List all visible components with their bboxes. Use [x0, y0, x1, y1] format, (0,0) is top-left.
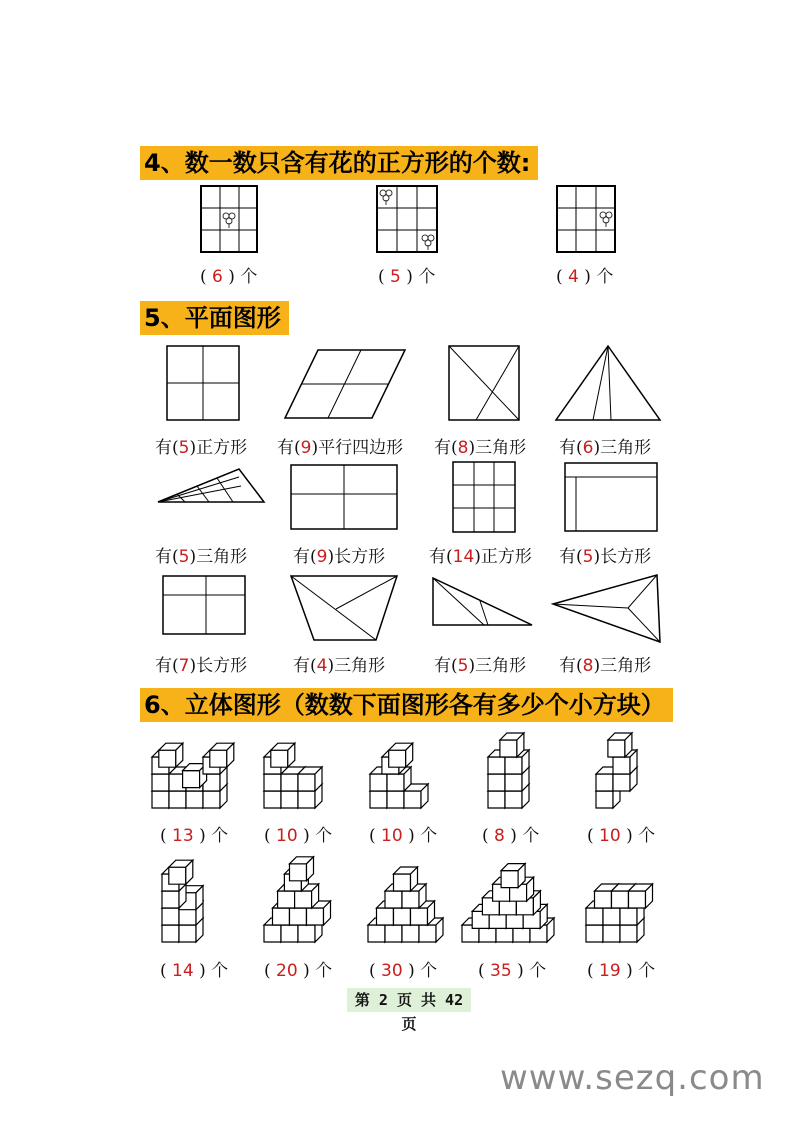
cube-icon [501, 864, 525, 888]
fan-triangle-figure [157, 468, 265, 504]
section-4-answer-3: ( 4 ) 个 [556, 267, 614, 287]
square-grid-figure [166, 345, 240, 421]
solid-answer-8: ( 30 ) 个 [369, 961, 438, 981]
crossed-square-figure [448, 345, 520, 421]
cube-stack-figure-3 [368, 730, 442, 810]
solid-answer-3: ( 10 ) 个 [369, 826, 438, 846]
flower-grid-figure-2 [376, 185, 438, 253]
cube-icon [389, 743, 413, 767]
plane-answer-7: 有(14)正方形 [429, 547, 532, 567]
cube-stack-figure-4 [486, 730, 540, 810]
three-rectangles-figure [162, 575, 246, 635]
section-4-answer-1: ( 6 ) 个 [200, 267, 258, 287]
plane-answer-9: 有(7)长方形 [155, 656, 248, 676]
solid-answer-9: ( 35 ) 个 [478, 961, 547, 981]
solid-answer-1: ( 13 ) 个 [160, 826, 229, 846]
plane-answer-5: 有(5)三角形 [155, 547, 248, 567]
plane-answer-4: 有(6)三角形 [559, 438, 652, 458]
plane-answer-1: 有(5)正方形 [155, 438, 248, 458]
plane-answer-10: 有(4)三角形 [293, 656, 386, 676]
flower-grid-figure-1 [200, 185, 258, 253]
watermark-text: www.sezq.com [500, 1058, 765, 1098]
rectangle-grid-figure [290, 464, 398, 530]
solid-answer-5: ( 10 ) 个 [587, 826, 656, 846]
cube-stack-figure-1 [150, 730, 242, 810]
solid-answer-7: ( 20 ) 个 [264, 961, 333, 981]
split-rectangle-figure [564, 462, 658, 532]
parallelogram-figure [284, 349, 406, 419]
cube-stack-figure-8 [366, 852, 450, 944]
section-6-heading: 6、立体图形（数数下面图形各有多少个小方块） [140, 688, 673, 722]
cube-icon [629, 884, 653, 908]
square-3x3-grid-figure [452, 461, 516, 533]
solid-answer-10: ( 19 ) 个 [587, 961, 656, 981]
right-triangle-figure [432, 577, 534, 627]
flower-grid-figure-3 [556, 185, 616, 253]
cube-icon [500, 733, 524, 757]
plane-answer-8: 有(5)长方形 [559, 547, 652, 567]
section-5-heading: 5、平面图形 [140, 301, 289, 335]
section-4-heading: 4、数一数只含有花的正方形的个数: [140, 146, 538, 180]
plane-answer-12: 有(8)三角形 [559, 656, 652, 676]
cube-icon [298, 767, 322, 791]
solid-answer-2: ( 10 ) 个 [264, 826, 333, 846]
cube-icon [159, 743, 183, 767]
cube-stack-figure-5 [594, 730, 648, 810]
cube-icon [271, 743, 295, 767]
cube-icon [169, 860, 193, 884]
trapezoid-figure [290, 575, 398, 641]
cube-stack-figure-7 [262, 852, 336, 944]
page-number-label: 第 2 页 共 42 页 [347, 988, 471, 1012]
cube-icon [210, 743, 234, 767]
triangle-lines-figure [555, 345, 661, 421]
plane-answer-3: 有(8)三角形 [434, 438, 527, 458]
cube-stack-figure-9 [460, 852, 568, 944]
cube-stack-figure-10 [584, 852, 664, 944]
cube-icon [608, 733, 632, 757]
plane-answer-2: 有(9)平行四边形 [277, 438, 404, 458]
solid-answer-4: ( 8 ) 个 [482, 826, 540, 846]
section-4-answer-2: ( 5 ) 个 [378, 267, 436, 287]
arrow-triangle-figure [552, 574, 660, 644]
cube-stack-figure-2 [262, 730, 336, 810]
cube-stack-figure-6 [160, 852, 226, 944]
solid-answer-6: ( 14 ) 个 [160, 961, 229, 981]
plane-answer-11: 有(5)三角形 [434, 656, 527, 676]
plane-answer-6: 有(9)长方形 [293, 547, 386, 567]
cube-icon [290, 857, 314, 881]
cube-icon [394, 867, 418, 891]
